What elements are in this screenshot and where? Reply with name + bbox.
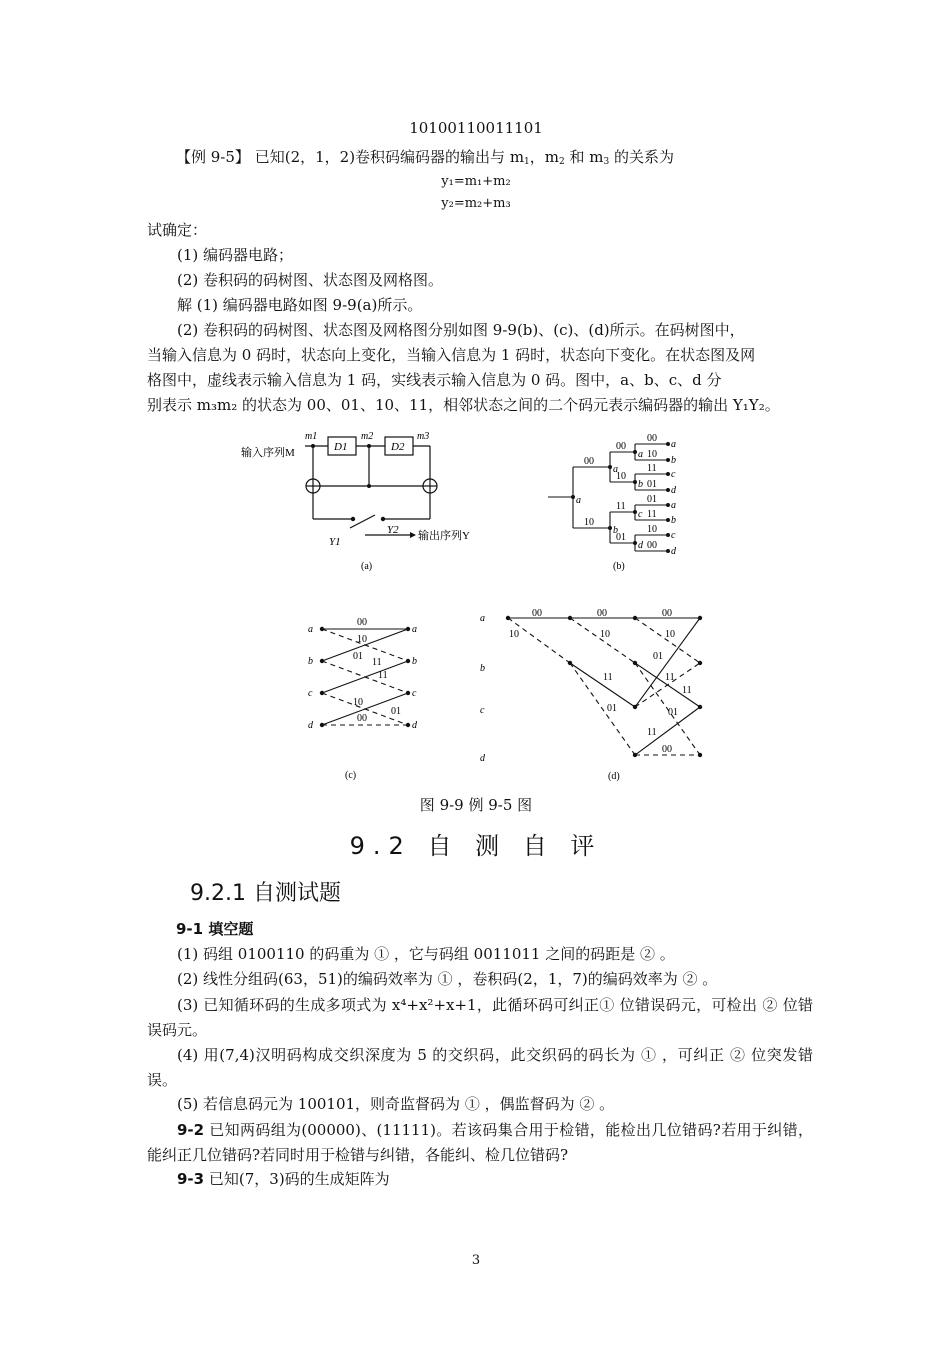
svg-text:c: c — [480, 705, 485, 716]
label-y2: Y2 — [387, 524, 399, 536]
problem-9-2-text: 已知两码组为(00000)、(11111)。若该码集合用于检错，能检出几位错码?若用于纠错，能纠正几位错码?若同时用于检错与纠错，各能纠、检几位错码? — [147, 1121, 813, 1164]
label-m1: m1 — [305, 431, 318, 442]
svg-text:11: 11 — [682, 685, 692, 696]
svg-text:d: d — [480, 753, 485, 764]
svg-text:00: 00 — [647, 433, 657, 444]
svg-text:a: a — [671, 439, 676, 450]
svg-text:b: b — [638, 479, 643, 490]
svg-text:01: 01 — [616, 532, 626, 543]
svg-text:00: 00 — [597, 608, 607, 619]
label-m2: m2 — [361, 431, 374, 442]
svg-text:01: 01 — [353, 651, 363, 662]
subcaption-b: (b) — [613, 561, 625, 572]
svg-text:b: b — [480, 663, 485, 674]
solution-2-line4: 别表示 m₃m₂ 的状态为 00、01、10、11，相邻状态之间的二个码元表示编码器的输出 Y₁Y₂。 — [147, 396, 780, 414]
example-label: 【例 9-5】 — [176, 148, 250, 166]
svg-text:00: 00 — [616, 441, 626, 452]
svg-text:01: 01 — [607, 703, 617, 714]
determine-label: 试确定： — [147, 221, 208, 239]
problem-9-1-4: (4) 用(7,4)汉明码构成交织深度为 5 的交织码，此交织码的码长为 ① ，可纠正 ② 位突发错误。 — [147, 1046, 813, 1089]
encoder-circuit-diagram — [235, 425, 495, 575]
label-m3: m3 — [417, 431, 430, 442]
problem-9-3-label: 9-3 — [177, 1170, 205, 1188]
subcaption-a: (a) — [361, 561, 373, 572]
svg-text:10: 10 — [616, 471, 626, 482]
svg-text:d: d — [308, 720, 313, 731]
state-diagram — [300, 612, 430, 787]
svg-text:01: 01 — [647, 479, 657, 490]
section-title: 9.2 自 测 自 评 — [349, 832, 603, 860]
svg-text:01: 01 — [653, 651, 663, 662]
problem-9-1-5: (5) 若信息码元为 100101，则奇监督码为 ① ，偶监督码为 ② 。 — [177, 1095, 615, 1113]
svg-text:a: a — [613, 464, 618, 475]
svg-text:10: 10 — [584, 517, 594, 528]
svg-text:00: 00 — [532, 608, 542, 619]
code-tree-diagram — [540, 430, 710, 575]
svg-text:d: d — [412, 720, 417, 731]
svg-text:10: 10 — [509, 629, 519, 640]
svg-text:d: d — [671, 546, 676, 557]
svg-text:11: 11 — [603, 672, 613, 683]
problem-9-1-3: (3) 已知循环码的生成多项式为 x⁴+x²+x+1，此循环码可纠正① 位错误码元，可检出 ② 位错误码元。 — [147, 996, 813, 1039]
svg-text:01: 01 — [391, 706, 401, 717]
solution-2-line1: (2) 卷积码的码树图、状态图及网格图分别如图 9-9(b)、(c)、(d)所示。在码树图中， — [177, 321, 745, 339]
subsection-title: 9.2.1 自测试题 — [190, 881, 341, 906]
output-label: 输出序列Y — [418, 530, 470, 542]
svg-text:11: 11 — [647, 509, 657, 520]
svg-text:d: d — [671, 485, 676, 496]
svg-text:c: c — [671, 530, 676, 541]
svg-text:01: 01 — [647, 494, 657, 505]
example-text: 已知(2，1，2)卷积码编码器的输出与 $m_1$，$m_2$ 和 $m_3$ 的关系为 — [254, 148, 675, 167]
solution-2-line2: 当输入信息为 0 码时，状态向上变化，当输入信息为 1 码时，状态向下变化。在状态图及网 — [147, 346, 756, 364]
svg-text:11: 11 — [665, 672, 675, 683]
solution-1: 解 (1) 编码器电路如图 9-9(a)所示。 — [177, 296, 423, 314]
svg-text:c: c — [308, 688, 313, 699]
subcaption-c: (c) — [345, 770, 357, 781]
question-1: (1) 编码器电路； — [177, 246, 294, 264]
problem-9-3 — [177, 1168, 390, 1189]
svg-text:c: c — [412, 688, 417, 699]
svg-text:b: b — [613, 525, 618, 536]
svg-text:11: 11 — [616, 501, 626, 512]
label-y1: Y1 — [329, 536, 341, 548]
label-d2: D2 — [391, 441, 405, 453]
svg-text:c: c — [671, 469, 676, 480]
equation-1: y₁=m₁+m₂ — [441, 174, 511, 189]
svg-text:10: 10 — [353, 697, 363, 708]
svg-text:00: 00 — [357, 713, 367, 724]
svg-text:00: 00 — [662, 744, 672, 755]
svg-text:11: 11 — [372, 657, 382, 668]
input-label: 输入序列M — [241, 447, 295, 459]
svg-text:b: b — [671, 515, 676, 526]
problem-9-2 — [147, 1118, 813, 1168]
equation-2: y₂=m₂+m₃ — [441, 196, 511, 211]
problem-9-1-2: (2) 线性分组码(63，51)的编码效率为 ① ，卷积码(2，1，7)的编码效率为 ② 。 — [177, 970, 718, 988]
svg-text:00: 00 — [584, 456, 594, 467]
problem-9-2-label: 9-2 — [177, 1121, 205, 1139]
svg-text:b: b — [671, 455, 676, 466]
svg-text:a: a — [638, 449, 643, 460]
figure-caption: 图 9-9 例 9-5 图 — [419, 796, 533, 814]
svg-text:10: 10 — [647, 524, 657, 535]
code-sequence: 10100110011101 — [409, 119, 543, 137]
trellis-diagram — [470, 605, 720, 787]
subcaption-d: (d) — [608, 771, 620, 782]
svg-text:10: 10 — [647, 449, 657, 460]
svg-text:a: a — [412, 624, 417, 635]
svg-text:11: 11 — [647, 463, 657, 474]
svg-text:b: b — [308, 656, 313, 667]
solution-2-line3: 格图中，虚线表示输入信息为 1 码，实线表示输入信息为 0 码。图中，a、b、c、d 分 — [147, 371, 722, 389]
svg-text:10: 10 — [600, 629, 610, 640]
label-d1: D1 — [334, 441, 348, 453]
svg-text:10: 10 — [357, 634, 367, 645]
svg-text:11: 11 — [378, 670, 388, 681]
svg-text:a: a — [576, 495, 581, 506]
question-2: (2) 卷积码的码树图、状态图及网格图。 — [177, 271, 444, 289]
svg-text:a: a — [308, 624, 313, 635]
problem-9-1-title: 9-1 填空题 — [176, 920, 254, 938]
svg-text:10: 10 — [665, 629, 675, 640]
problem-9-1-1: (1) 码组 0100110 的码重为 ① ，它与码组 0011011 之间的码距是 ② 。 — [177, 945, 675, 963]
svg-text:d: d — [638, 540, 643, 551]
example-statement — [176, 146, 674, 167]
problem-9-3-text: 已知(7，3)码的生成矩阵为 — [208, 1170, 390, 1188]
svg-text:b: b — [412, 656, 417, 667]
svg-text:01: 01 — [668, 707, 678, 718]
svg-text:a: a — [671, 500, 676, 511]
svg-text:00: 00 — [647, 540, 657, 551]
svg-text:c: c — [638, 509, 643, 520]
svg-text:11: 11 — [647, 727, 657, 738]
svg-text:00: 00 — [357, 617, 367, 628]
page-number: 3 — [471, 1253, 481, 1268]
svg-text:a: a — [480, 613, 485, 624]
svg-text:00: 00 — [662, 608, 672, 619]
